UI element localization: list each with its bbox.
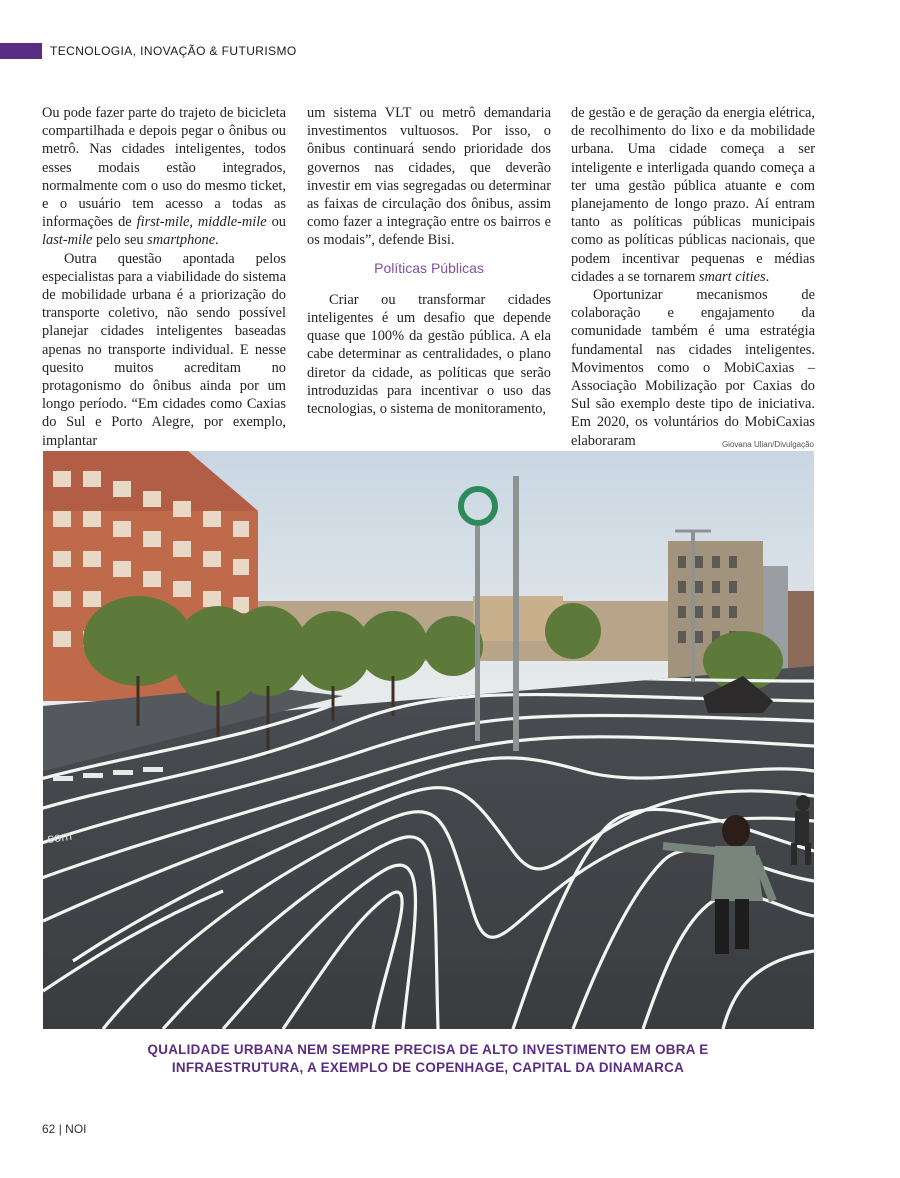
paragraph: Ou pode fazer parte do trajeto de bicicleta compartilhada e depois pegar o ônibus ou metrô. Nas cidades inteligentes, todos esses modais estão integrados, normalmente com o uso do mesmo ticket, e o usuário tem acesso a todas as informações de first-mile, middle-mile ou last-mile pelo seu smartphone. [42,105,286,249]
section-title: TECNOLOGIA, INOVAÇÃO & FUTURISMO [50,44,297,58]
article-column-2 [307,104,551,418]
page-number: 62 [42,1122,56,1136]
paragraph: Criar ou transformar cidades inteligentes é um desafio que depende quase que 100% da gestão pública. A ela cabe determinar as centralidades, o plano diretor da cidade, as políticas que serão introduzidas para incentivar o uso das tecnologias, o sistema de monitoramento, [307,291,551,418]
magazine-name: NOI [65,1122,87,1136]
caption-line-1: QUALIDADE URBANA NEM SEMPRE PRECISA DE ALTO INVESTIMENTO EM OBRA E [147,1042,709,1057]
photo-copenhagen-square [43,451,814,1029]
ground-text: som [46,827,73,846]
photo-caption [42,1041,814,1077]
paragraph: de gestão e de geração da energia elétrica, de recolhimento do lixo e da mobilidade urbana. Uma cidade começa a ser inteligente e interligada quando começa a ter uma gestão pública atuante e com planejamento de longo prazo. Aí entram tanto as políticas públicas municipais como as políticas públicas nacionais, que podem incentivar pequenas e médias cidades a se tornarem smart cities. [571,105,815,285]
paragraph: Oportunizar mecanismos de colaboração e engajamento da comunidade também é uma estratégia fundamental nas cidades inteligentes. Movimentos como o MobiCaxias – Associação Mobilização por Caxias do Sul são exemplo deste tipo de iniciativa. Em 2020, os voluntários do MobiCaxias elaboraram [571,287,815,449]
section-color-bar [0,43,42,59]
paragraph: Outra questão apontada pelos especialistas para a viabilidade do sistema de mobilidade urbana é a priorização do transporte coletivo, não sendo possível planejar cidades inteligentes baseadas apenas no transporte individual. E nesse quesito muitos acreditam no protagonismo do ônibus ainda por um longo período. “Em cidades como Caxias do Sul e Porto Alegre, por exemplo, implantar [42,250,286,449]
page-footer [42,1122,87,1136]
subheading: Políticas Públicas [374,259,484,276]
caption-line-2: INFRAESTRUTURA, A EXEMPLO DE COPENHAGE, CAPITAL DA DINAMARCA [171,1060,685,1075]
article-column-3 [571,104,815,450]
paragraph: um sistema VLT ou metrô demandaria investimentos vultuosos. Por isso, o ônibus continuará sendo prioridade dos governos nas cidades, que deverão investir em vias segregadas ou determinar as faixas de circulação dos ônibus, assim como fazer a integração entre os bairros e os modais”, defende Bisi. [307,105,551,249]
footer-separator: | [58,1122,62,1136]
article-column-1 [42,104,286,450]
photo-credit: Giovana Ulian/Divulgação [721,440,814,449]
